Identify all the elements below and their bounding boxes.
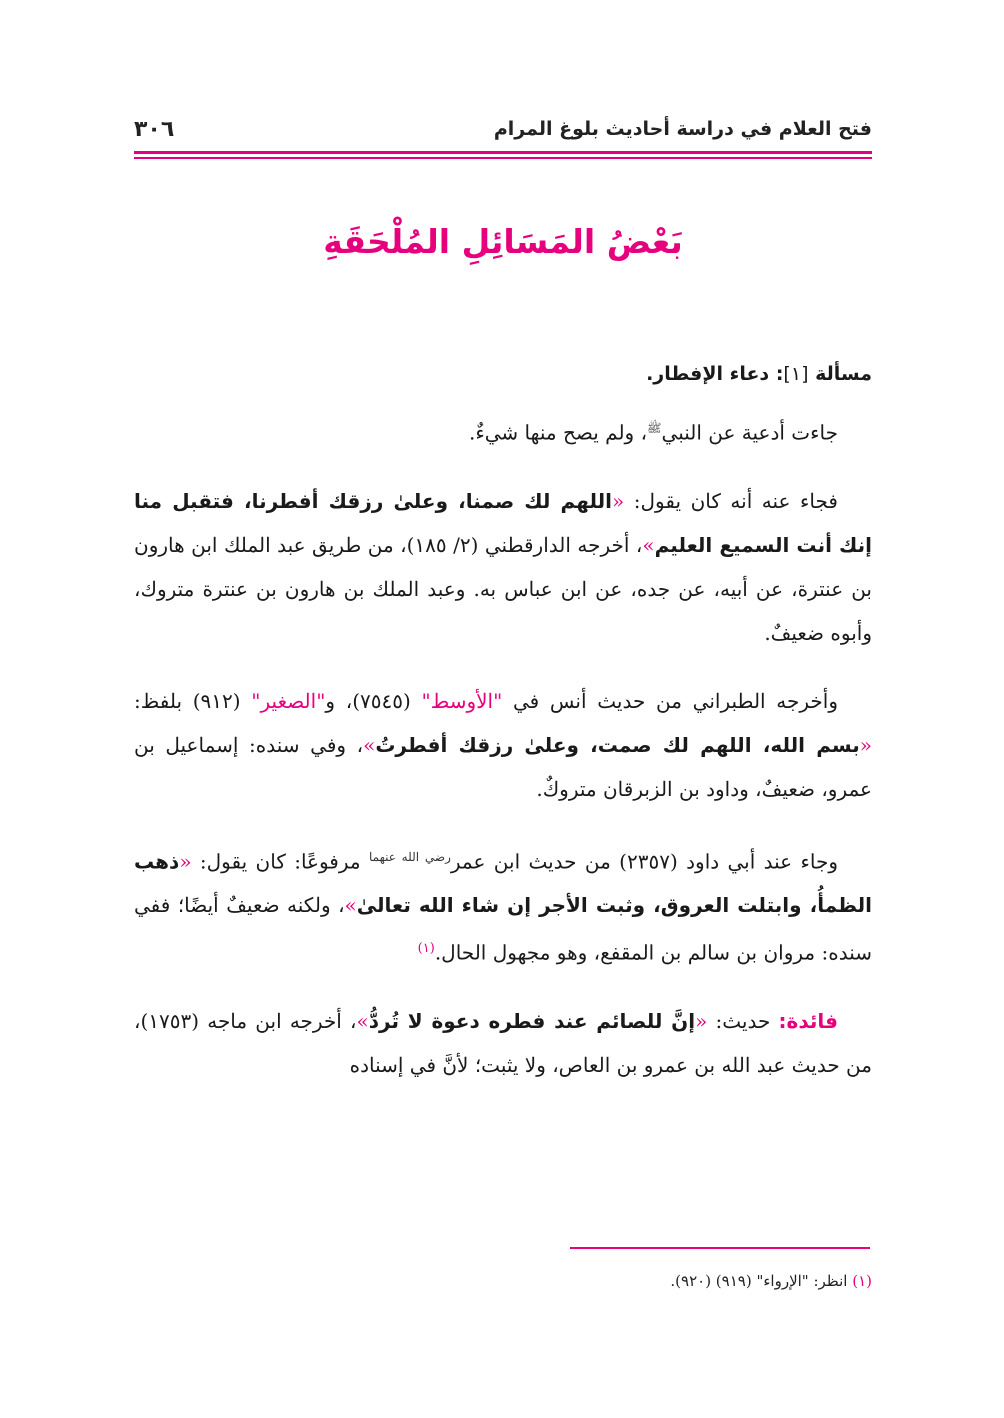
quote-mark-open: «	[859, 732, 872, 757]
hadith-quote: بسم الله، اللهم لك صمت، وعلىٰ رزقك أفطرتُ	[375, 732, 860, 757]
footnote-separator	[570, 1247, 870, 1249]
paragraph-2	[134, 479, 872, 655]
paragraph-5	[134, 999, 872, 1087]
paragraph-text: جاءت أدعية عن النبي	[661, 420, 838, 445]
companion-honorific: رضي الله عنهما	[368, 849, 451, 864]
paragraph-text: حديث:	[707, 1008, 779, 1033]
quote-mark-open: «	[611, 488, 625, 513]
footnote	[134, 1272, 872, 1290]
paragraph-text: فجاء عنه أنه كان يقول:	[624, 488, 838, 513]
question-title: دعاء الإفطار.	[646, 363, 770, 385]
paragraph-3	[134, 679, 872, 811]
running-title: فتح العلام في دراسة أحاديث بلوغ المرام	[493, 118, 872, 140]
page-number: ٣٠٦	[134, 116, 175, 142]
paragraph-text: وأخرجه الطبراني من حديث أنس في	[502, 688, 838, 713]
page-body	[134, 352, 872, 1111]
paragraph-text: مرفوعًا: كان يقول:	[191, 849, 369, 874]
question-colon: :	[775, 363, 784, 385]
paragraph-text: وجاء عند أبي داود (٢٣٥٧) من حديث ابن عمر	[450, 849, 838, 874]
header-rule-thick	[134, 151, 872, 154]
section-title: بَعْضُ المَسَائِلِ المُلْحَقَةِ	[323, 222, 683, 261]
source-title: "الصغير"	[251, 688, 326, 713]
question-heading	[134, 352, 872, 396]
quote-mark-close: »	[356, 1008, 369, 1033]
header-rule-thin	[134, 157, 872, 159]
prophet-honorific: ﷺ	[647, 421, 662, 435]
quote-mark-open: «	[695, 1008, 708, 1033]
paragraph-1	[134, 406, 872, 455]
quote-mark-close: »	[642, 532, 655, 557]
paragraph-text: ، وفي سنده: إسماعيل بن عمرو، ضعيفٌ، وداود بن الزبرقان متروكٌ.	[134, 732, 872, 801]
quote-mark-close: »	[363, 732, 376, 757]
paragraph-text: ، أخرجه الدارقطني (٢/ ١٨٥)، من طريق عبد الملك ابن هارون بن عنترة، عن أبيه، عن جده، عن ابن عباس به. وعبد الملك بن هارون بن عنترة متروك، وأبوه ضعيفٌ.	[134, 532, 872, 645]
paragraph-text: (٧٥٤٥)، و	[325, 688, 422, 713]
hadith-quote: اللهم لك صمنا، وعلىٰ رزقك أفطرنا، فتقبل منا إنك أنت السميع العليم	[134, 488, 873, 557]
paragraph-text: ، أخرجه ابن ماجه (١٧٥٣)، من حديث عبد الله بن عمرو بن العاص، ولا يثبت؛ لأنَّ في إسناده	[134, 1008, 872, 1077]
benefit-label: فائدة:	[778, 1008, 838, 1033]
paragraph-text: ، ولكنه ضعيفٌ أيضًا؛ ففي سنده: مروان بن سالم بن المقفع، وهو مجهول الحال.	[134, 893, 872, 965]
footnote-number: (١)	[852, 1272, 872, 1290]
quote-mark-close: »	[344, 893, 357, 918]
page-header	[134, 112, 872, 146]
footnote-reference[interactable]: (١)	[417, 941, 435, 957]
question-number: [١]	[783, 363, 809, 385]
source-title: "الأوسط"	[421, 688, 503, 713]
quote-mark-open: «	[179, 849, 192, 874]
paragraph-4	[134, 835, 872, 975]
paragraph-text: ، ولم يصح منها شيءٌ.	[469, 420, 648, 445]
hadith-quote: إنَّ للصائم عند فطره دعوة لا تُردُّ	[368, 1008, 696, 1033]
question-label: مسألة	[815, 363, 872, 385]
paragraph-text: (٩١٢) بلفظ:	[134, 688, 252, 713]
hadith-quote: ذهب الظمأُ، وابتلت العروق، وثبت الأجر إن شاء الله تعالىٰ	[134, 849, 873, 918]
footnote-text: انظر: "الإرواء" (٩١٩) (٩٢٠).	[670, 1272, 853, 1290]
